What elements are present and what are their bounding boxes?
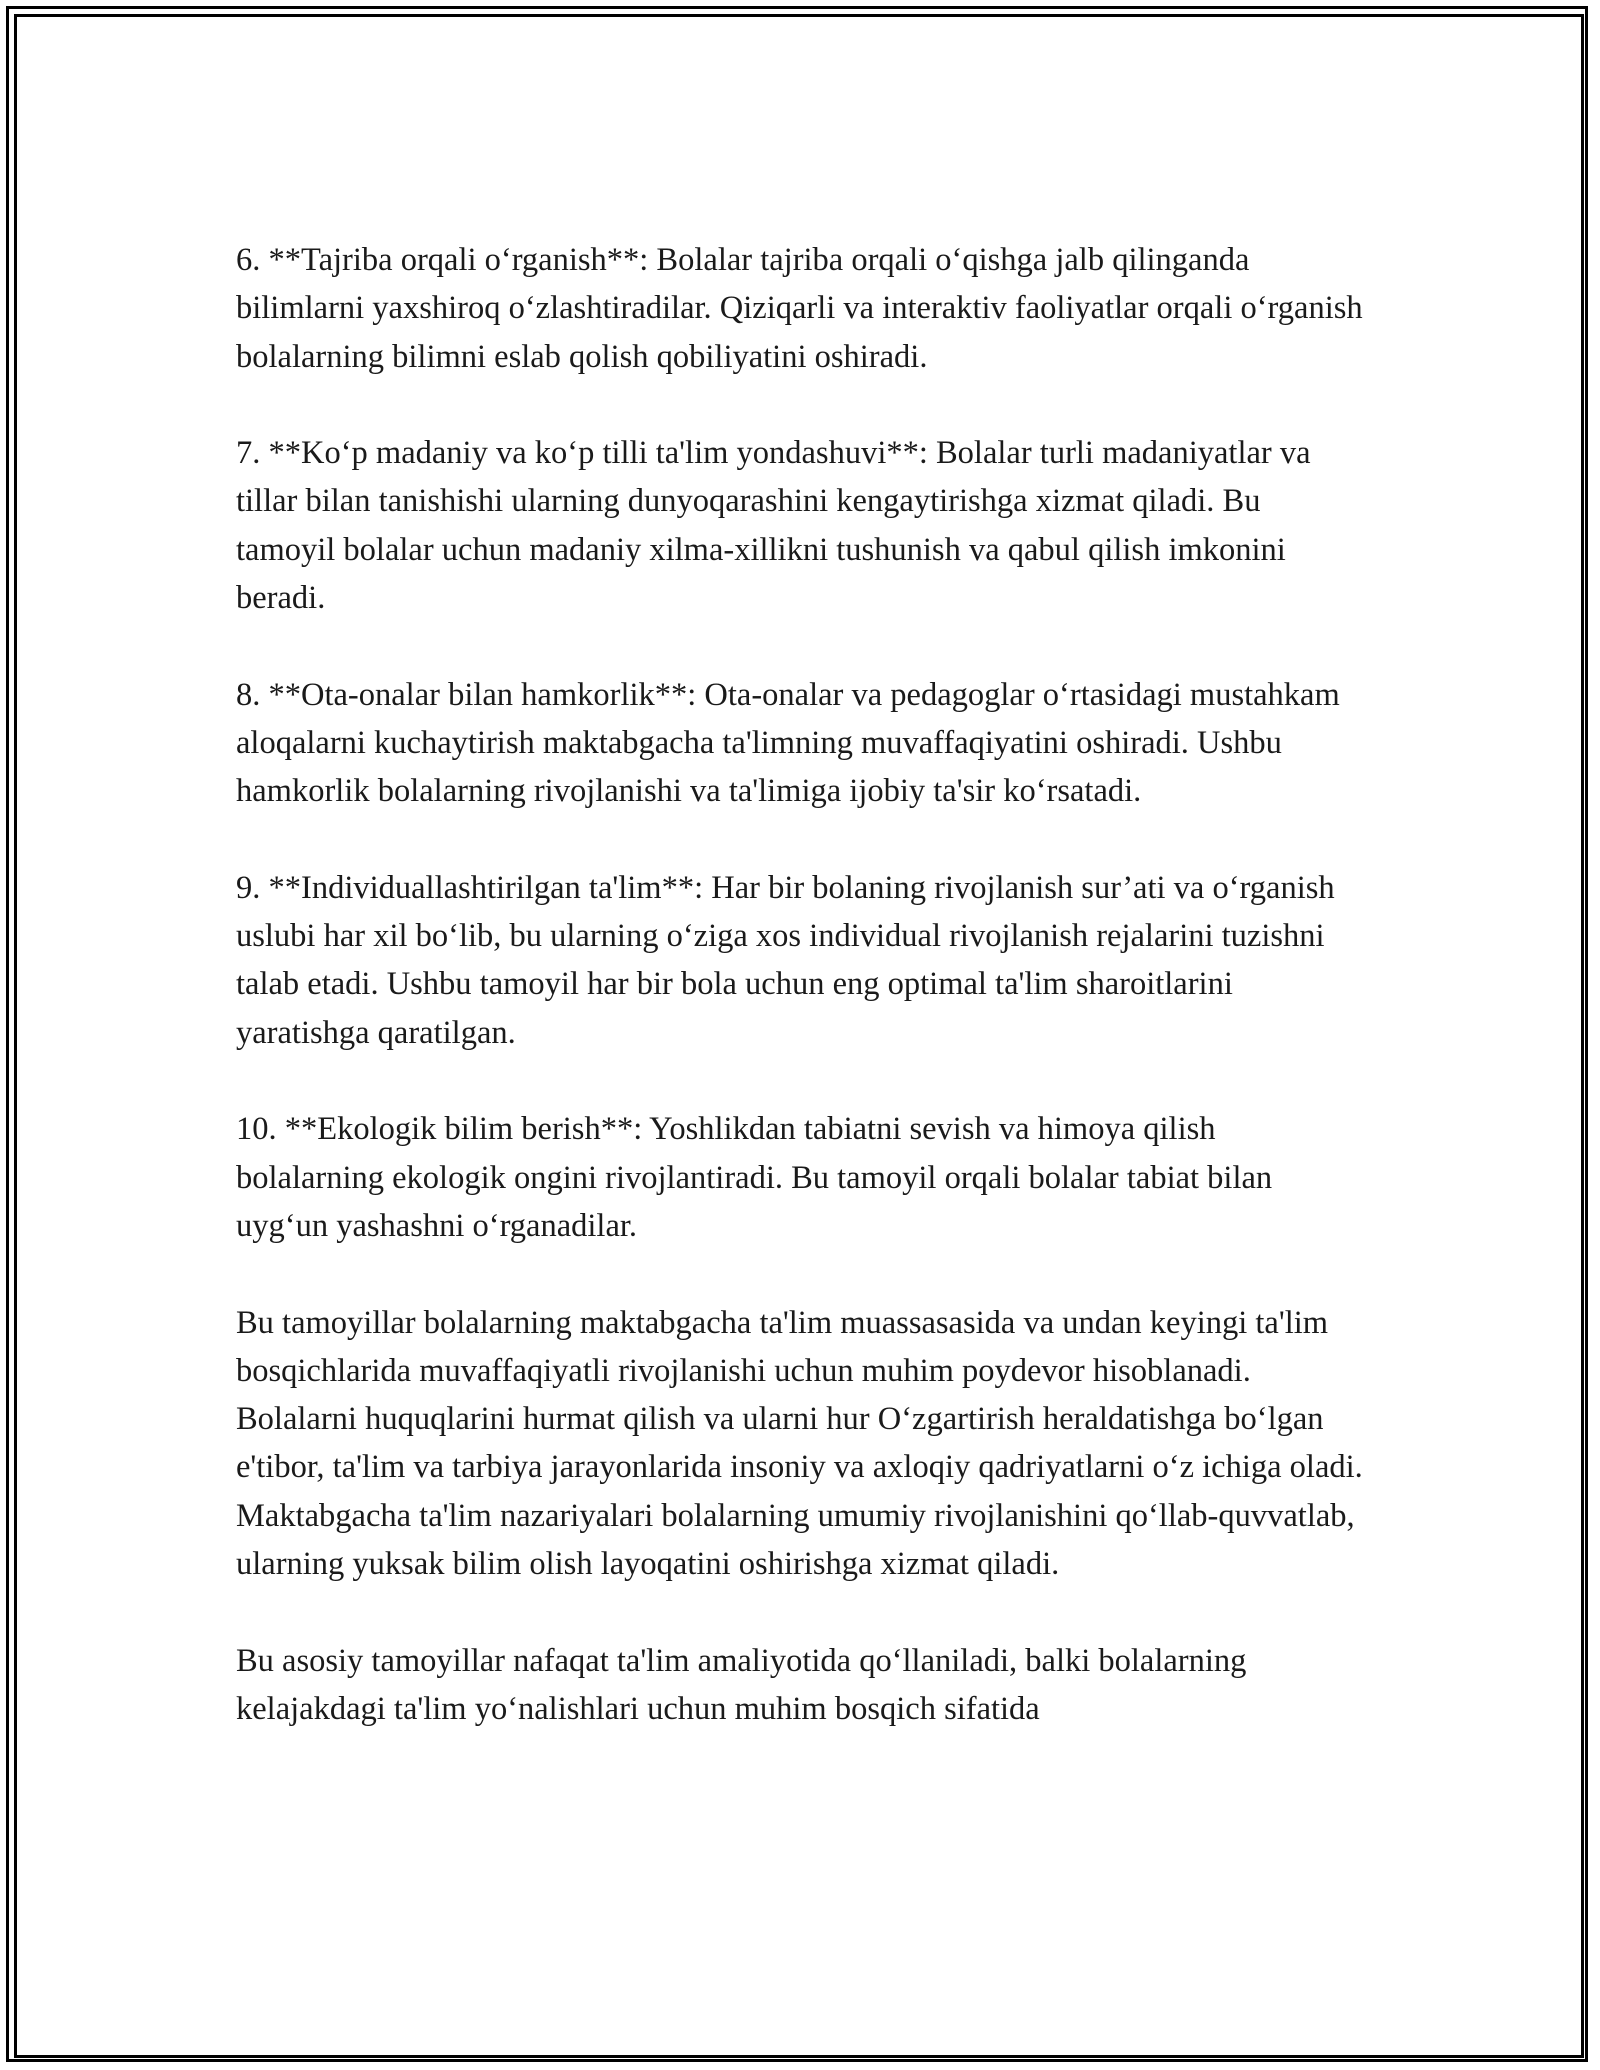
paragraph-summary: Bu tamoyillar bolalarning maktabgacha ta'lim muassasasida va undan keyingi ta'lim bosqichlarida muvaffaqiyatli rivojlanishi uchun muhim poydevor hisoblanadi. Bolalarni huquqlarini hurmat qilish va ularni hur O‘zgartirish heraldatishga bo‘lgan e'tibor, ta'lim va tarbiya jarayonlarida insoniy va axloqiy qadriyatlarni o‘z ichiga oladi. Maktabgacha ta'lim nazariyalari bolalarning umumiy rivojlanishini qo‘llab-quvvatlab, ularning yuksak bilim olish layoqatini oshirishga xizmat qiladi.	[236, 1304, 1363, 1583]
paragraph-principle-6: 6. **Tajriba orqali o‘rganish**: Bolalar tajriba orqali o‘qishga jalb qilinganda bilimlarni yaxshiroq o‘zlashtiradilar. Qiziqarli va interaktiv faoliyatlar orqali o‘rganish bolalarning bilimni eslab qolish qobiliyatini oshiradi.	[236, 242, 1363, 375]
paragraph-principle-9: 9. **Individuallashtirilgan ta'lim**: Har bir bolaning rivojlanish sur’ati va o‘rganish uslubi har xil bo‘lib, bu ularning o‘ziga xos individual rivojlanish rejalarini tuzishni talab etadi. Ushbu tamoyil har bir bola uchun eng optimal ta'lim sharoitlarini yaratishga qaratilgan.	[236, 869, 1335, 1051]
paragraph-conclusion: Bu asosiy tamoyillar nafaqat ta'lim amaliyotida qo‘llaniladi, balki bolalarning kelajakdagi ta'lim yo‘nalishlari uchun muhim bosqich sifatida	[236, 1642, 1247, 1727]
paragraph-principle-8: 8. **Ota-onalar bilan hamkorlik**: Ota-onalar va pedagoglar o‘rtasidagi mustahkam aloqalarni kuchaytirish maktabgacha ta'limning muvaffaqiyatini oshiradi. Ushbu hamkorlik bolalarning rivojlanishi va ta'limiga ijobiy ta'sir ko‘rsatadi.	[236, 676, 1340, 810]
paragraph-principle-10: 10. **Ekologik bilim berish**: Yoshlikdan tabiatni sevish va himoya qilish bolalarning ekologik ongini rivojlantiradi. Bu tamoyil orqali bolalar tabiat bilan uyg‘un yashashni o‘rganadilar.	[236, 1111, 1273, 1244]
paragraph-principle-7: 7. **Ko‘p madaniy va ko‘p tilli ta'lim yondashuvi**: Bolalar turli madaniyatlar va tillar bilan tanishishi ularning dunyoqarashini kengaytirishga xizmat qiladi. Bu tamoyil bolalar uchun madaniy xilma-xillikni tushunish va qabul qilish imkonini beradi.	[236, 435, 1311, 617]
document-body	[236, 236, 1366, 1733]
